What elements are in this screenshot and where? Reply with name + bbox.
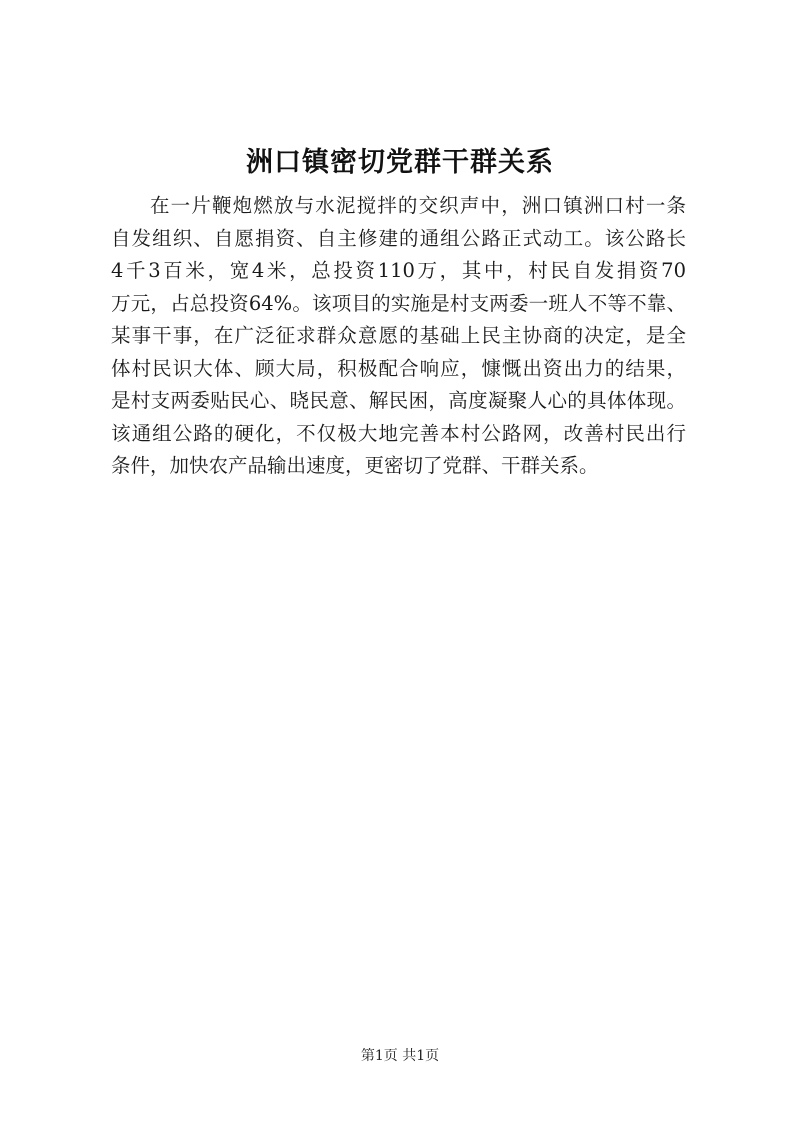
paragraph-line: 是村支两委贴民心、晓民意、解民困，高度凝聚人心的具体体现。 [111, 389, 686, 412]
paragraph-line: 4千3百米，宽4米，总投资110万，其中，村民自发捐资70 [111, 259, 686, 282]
document-body [111, 190, 686, 483]
paragraph-line: 某事干事，在广泛征求群众意愿的基础上民主协商的决定，是全 [111, 324, 686, 347]
paragraph-line: 自发组织、自愿捐资、自主修建的通组公路正式动工。该公路长 [111, 226, 686, 250]
paragraph-line: 体村民识大体、顾大局，积极配合响应，慷慨出资出力的结果， [111, 356, 686, 380]
paragraph-line: 在一片鞭炮燃放与水泥搅拌的交织声中，洲口镇洲口村一条 [150, 194, 686, 217]
paragraph-line: 该通组公路的硬化，不仅极大地完善本村公路网，改善村民出行 [111, 421, 686, 445]
document-title: 洲口镇密切党群干群关系 [246, 147, 554, 178]
paragraph-line: 万元，占总投资64%。该项目的实施是村支两委一班人不等不靠、 [111, 291, 686, 315]
paragraph-line: 条件，加快农产品输出速度，更密切了党群、干群关系。 [111, 454, 599, 477]
page-footer: 第1页 共1页 [360, 1048, 440, 1064]
